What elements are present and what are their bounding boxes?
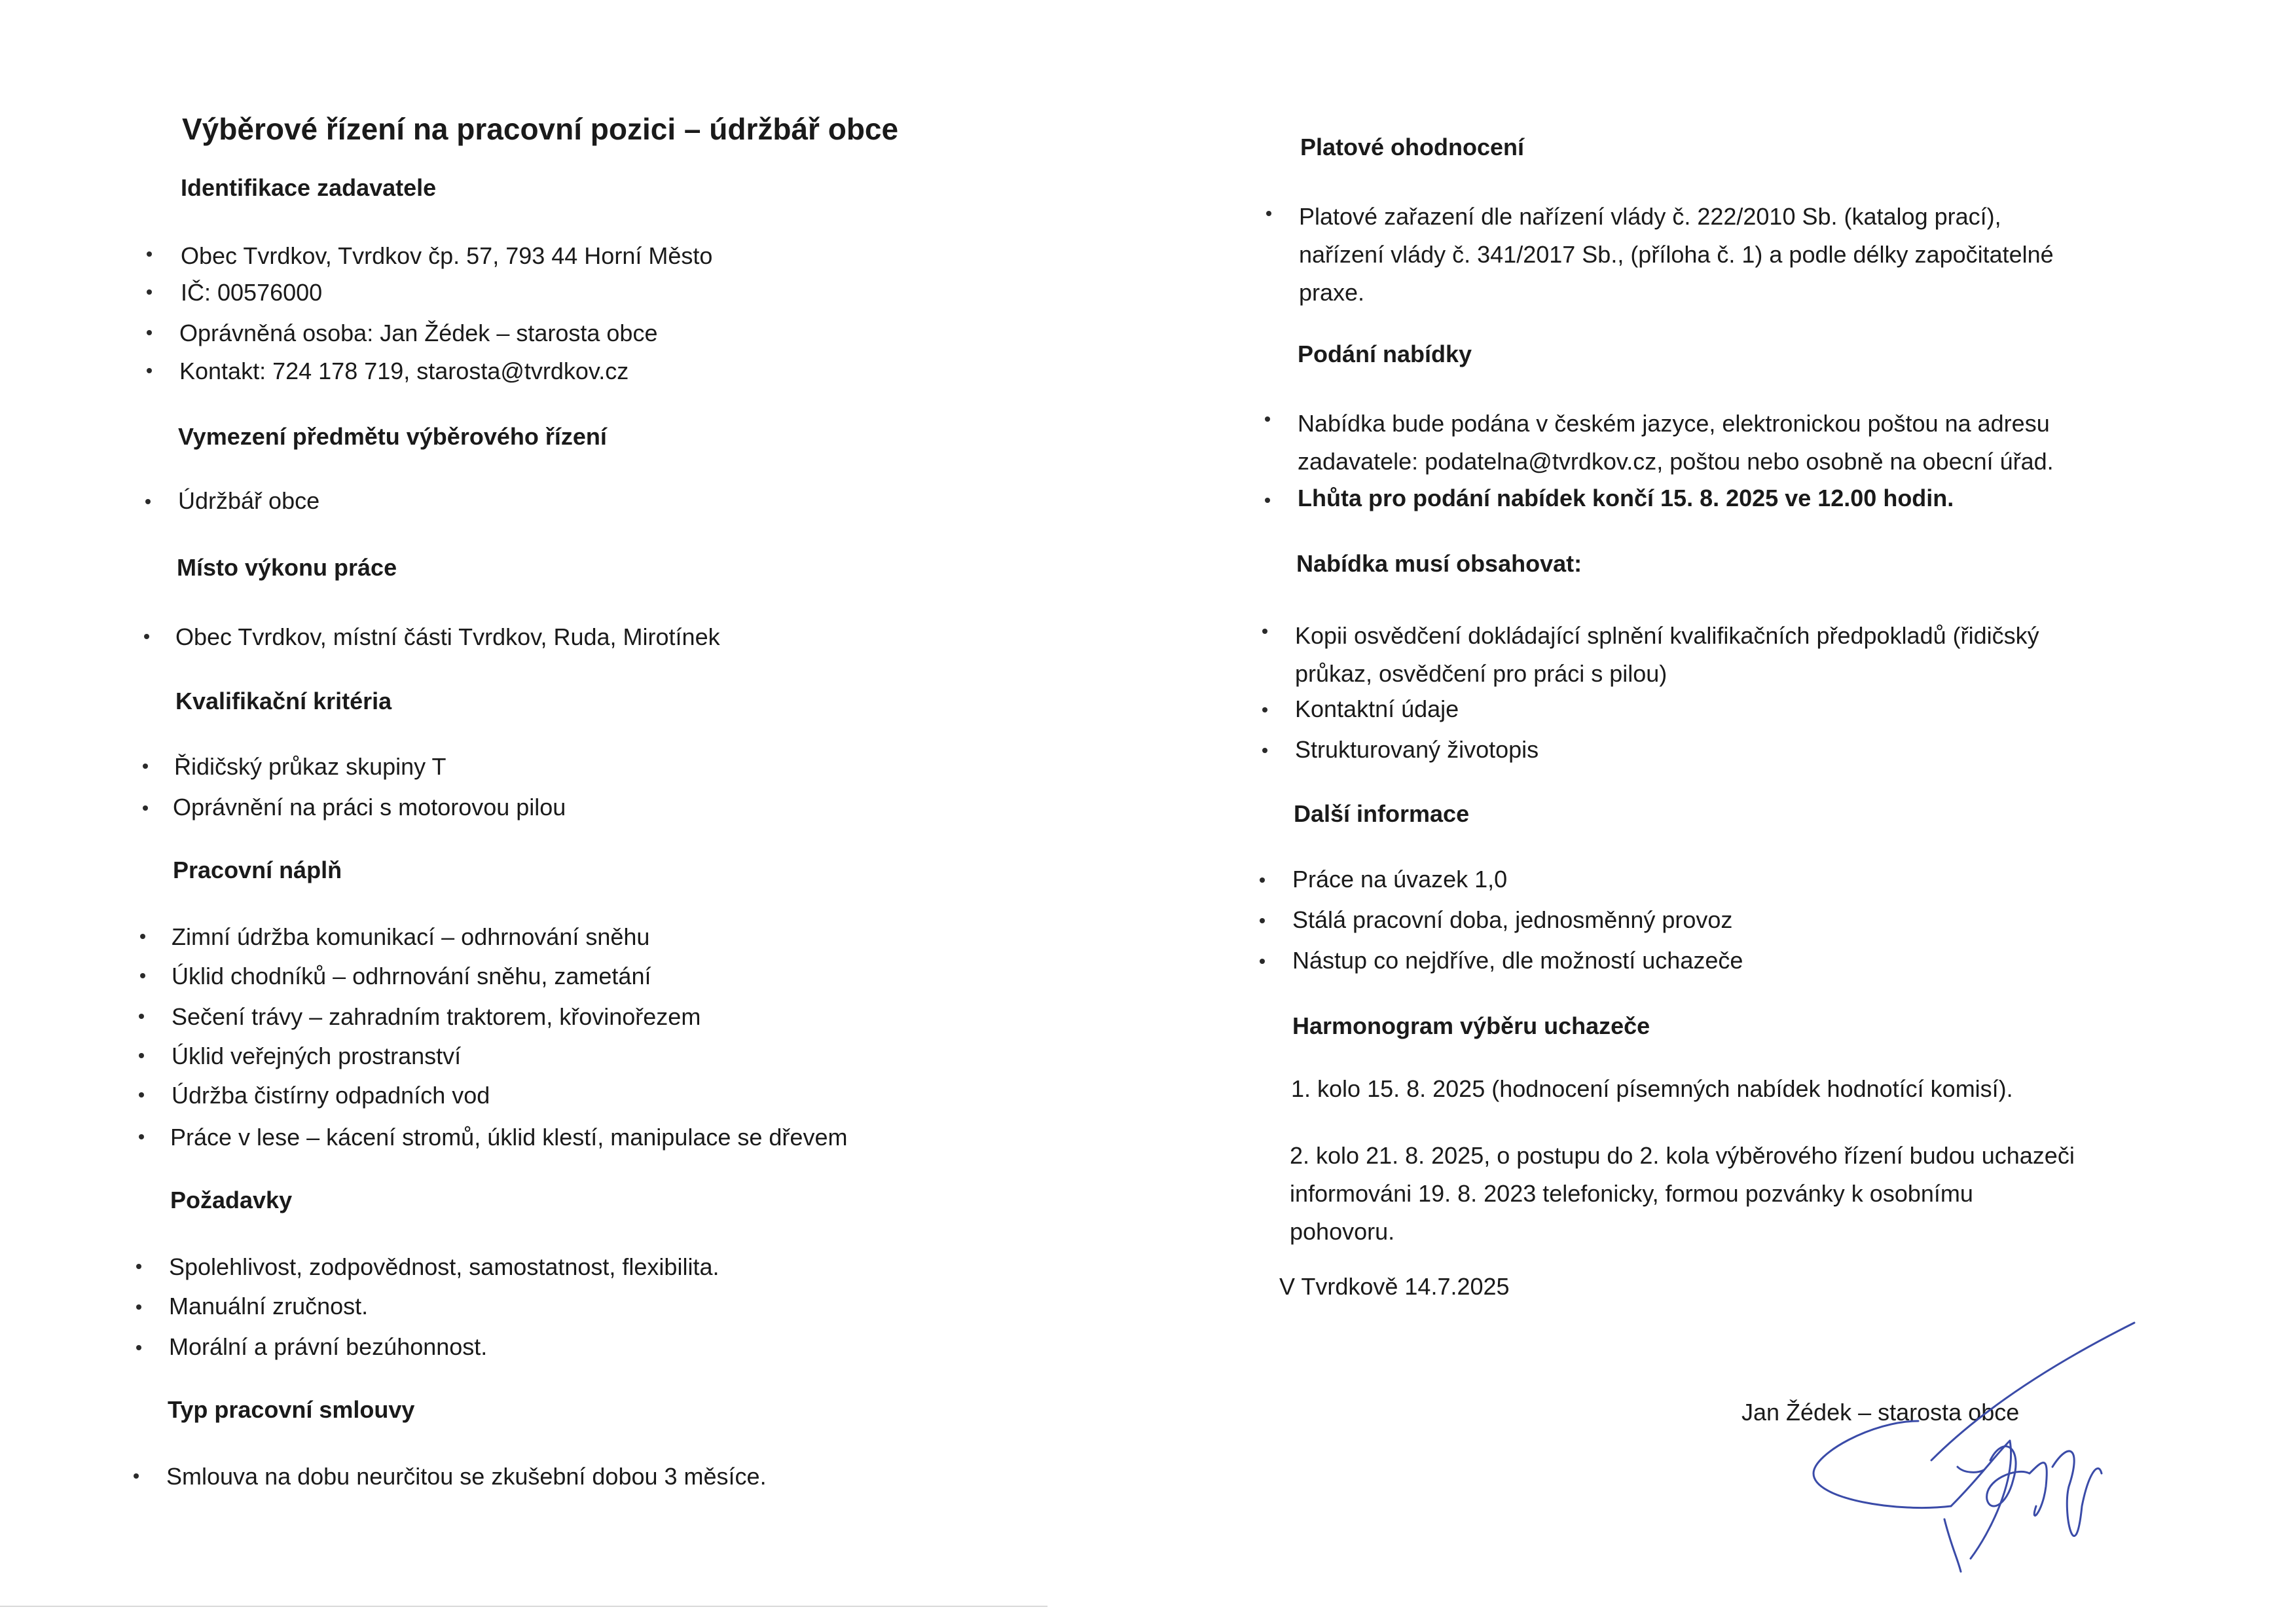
salary-item	[1299, 198, 2054, 312]
bullet-icon	[134, 1473, 143, 1483]
bullet-icon	[1260, 918, 1269, 927]
identification-item: IČ: 00576000	[181, 279, 323, 306]
contents-item: Strukturovaný životopis	[1295, 736, 1539, 763]
identification-item: Oprávněná osoba: Jan Žédek – starosta obce	[179, 320, 658, 346]
bullet-icon	[136, 1304, 145, 1314]
schedule-heading: Harmonogram výběru uchazeče	[1292, 1012, 1650, 1039]
bullet-icon	[1262, 748, 1271, 757]
schedule-round2-line: pohovoru.	[1290, 1218, 1395, 1245]
submission-deadline: Lhůta pro podání nabídek končí 15. 8. 2025 ve 12.00 hodin.	[1298, 485, 1954, 511]
handwritten-signature	[1794, 1310, 2160, 1598]
requirements-item: Spolehlivost, zodpovědnost, samostatnost, flexibilita.	[169, 1253, 720, 1280]
signature-name: Jan Žédek – starosta obce	[1741, 1399, 2020, 1426]
submission-item	[1298, 405, 2054, 481]
identification-item: Obec Tvrdkov, Tvrdkov čp. 57, 793 44 Horní Město	[181, 242, 713, 269]
bullet-icon	[1265, 416, 1274, 426]
submission-line: Nabídka bude podána v českém jazyce, elektronickou poštou na adresu	[1298, 410, 2050, 437]
duties-item: Sečení trávy – zahradním traktorem, křovinořezem	[172, 1003, 701, 1030]
bullet-icon	[140, 934, 149, 943]
schedule-round1: 1. kolo 15. 8. 2025 (hodnocení písemných nabídek hodnotící komisí).	[1291, 1075, 2013, 1102]
bullet-icon	[1266, 211, 1275, 220]
bullet-icon	[1265, 498, 1274, 507]
qualification-item: Řidičský průkaz skupiny T	[174, 753, 446, 780]
bullet-icon	[147, 330, 156, 339]
bullet-icon	[139, 1053, 148, 1062]
place-item: Obec Tvrdkov, místní části Tvrdkov, Ruda, Mirotínek	[175, 623, 720, 650]
bullet-icon	[147, 368, 156, 377]
contract-item: Smlouva na dobu neurčitou se zkušební dobou 3 měsíce.	[166, 1463, 767, 1490]
salary-heading: Platové ohodnocení	[1300, 134, 1525, 160]
place-heading: Místo výkonu práce	[177, 554, 397, 581]
contents-item: Kontaktní údaje	[1295, 695, 1459, 722]
bullet-icon	[1260, 877, 1269, 887]
schedule-round2-line: 2. kolo 21. 8. 2025, o postupu do 2. kola výběrového řízení budou uchazeči	[1290, 1142, 2075, 1169]
duties-item: Práce v lese – kácení stromů, úklid klestí, manipulace se dřevem	[170, 1124, 848, 1151]
identification-item: Kontakt: 724 178 719, starosta@tvrdkov.cz	[179, 358, 629, 384]
bullet-icon	[143, 764, 152, 773]
bullet-icon	[1260, 959, 1269, 968]
info-item: Nástup co nejdříve, dle možností uchazeče	[1292, 947, 1743, 974]
bullet-icon	[1262, 629, 1271, 638]
duties-heading: Pracovní náplň	[173, 857, 342, 883]
bullet-icon	[136, 1345, 145, 1354]
requirements-item: Manuální zručnost.	[169, 1293, 369, 1320]
bullet-icon	[140, 973, 149, 982]
salary-line: nařízení vlády č. 341/2017 Sb., (příloha č. 1) a podle délky započitatelné	[1299, 241, 2054, 268]
bullet-icon	[147, 251, 156, 261]
duties-item: Úklid veřejných prostranství	[172, 1043, 462, 1069]
bullet-icon	[139, 1134, 148, 1143]
info-heading: Další informace	[1294, 800, 1470, 827]
bullet-icon	[139, 1014, 148, 1023]
duties-item: Úklid chodníků – odhrnování sněhu, zametání	[172, 963, 651, 989]
info-item: Práce na úvazek 1,0	[1292, 866, 1508, 893]
qualification-item: Oprávnění na práci s motorovou pilou	[173, 794, 566, 821]
bullet-icon	[147, 289, 156, 299]
salary-line: Platové zařazení dle nařízení vlády č. 222/2010 Sb. (katalog prací),	[1299, 203, 2001, 230]
contents-heading: Nabídka musí obsahovat:	[1296, 550, 1582, 577]
duties-item: Zimní údržba komunikací – odhrnování sněhu	[172, 923, 650, 950]
contents-item	[1295, 617, 2039, 693]
bullet-icon	[136, 1264, 145, 1273]
requirements-item: Morální a právní bezúhonnost.	[169, 1333, 488, 1360]
bullet-icon	[145, 499, 155, 508]
schedule-round2	[1290, 1137, 2075, 1251]
subject-heading: Vymezení předmětu výběrového řízení	[178, 423, 607, 450]
submission-heading: Podání nabídky	[1298, 341, 1472, 367]
contract-heading: Typ pracovní smlouvy	[168, 1396, 415, 1423]
schedule-round2-line: informováni 19. 8. 2023 telefonicky, formou pozvánky k osobnímu	[1290, 1180, 1973, 1207]
bullet-icon	[139, 1092, 148, 1101]
identification-heading: Identifikace zadavatele	[181, 174, 437, 201]
requirements-heading: Požadavky	[170, 1187, 293, 1213]
bullet-icon	[144, 634, 153, 643]
bullet-icon	[143, 805, 152, 815]
salary-line: praxe.	[1299, 279, 1365, 306]
submission-line: zadavatele: podatelna@tvrdkov.cz, poštou nebo osobně na obecní úřad.	[1298, 448, 2054, 475]
place-and-date: V Tvrdkově 14.7.2025	[1279, 1273, 1510, 1300]
contents-line: průkaz, osvědčení pro práci s pilou)	[1295, 660, 1667, 687]
duties-item: Údržba čistírny odpadních vod	[172, 1082, 490, 1109]
document-title: Výběrové řízení na pracovní pozici – údržbář obce	[182, 112, 899, 146]
scan-edge-line	[0, 1606, 1048, 1607]
qualification-heading: Kvalifikační kritéria	[175, 688, 392, 714]
bullet-icon	[1262, 707, 1271, 716]
info-item: Stálá pracovní doba, jednosměnný provoz	[1292, 906, 1733, 933]
contents-line: Kopii osvědčení dokládající splnění kvalifikačních předpokladů (řidičský	[1295, 622, 2039, 649]
subject-item: Údržbář obce	[178, 487, 320, 514]
